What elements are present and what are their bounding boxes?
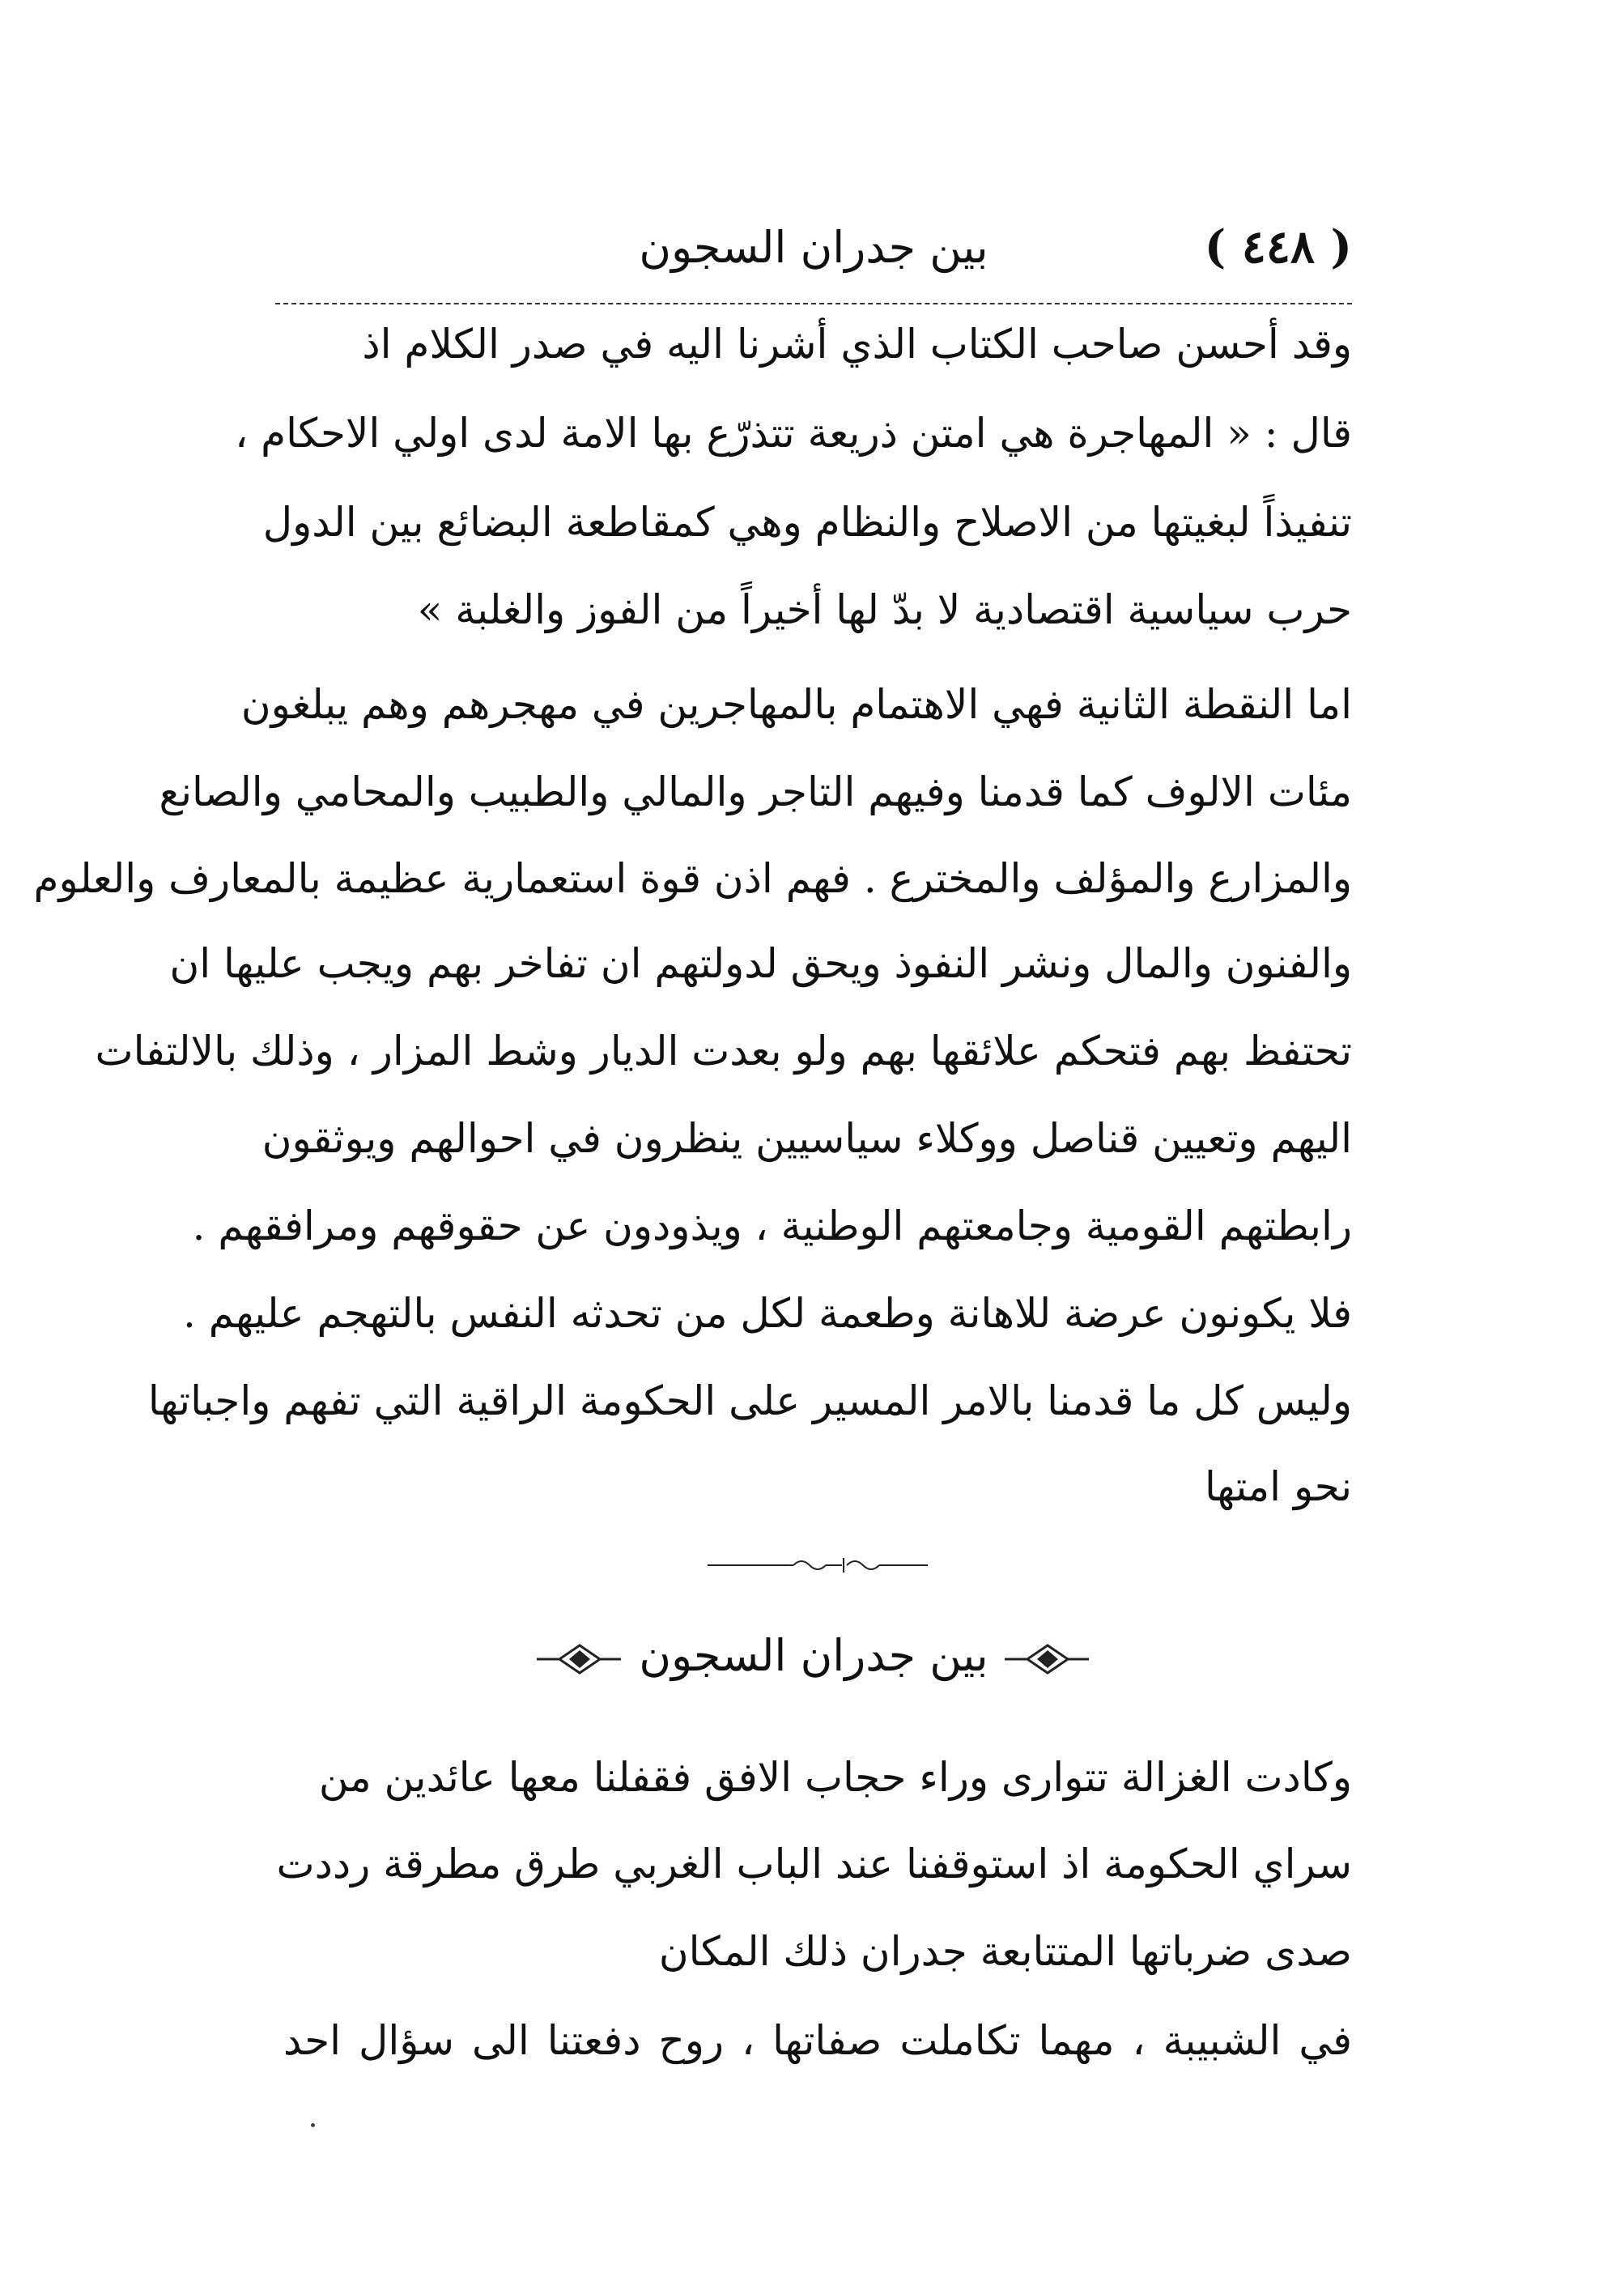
text-line: سراي الحكومة اذ استوقفنا عند الباب الغربي طرق مطرقة رددت	[276, 1841, 1352, 1888]
text-line: مئات الالوف كما قدمنا وفيهم التاجر والمالي والطبيب والمحامي والصانع	[159, 768, 1352, 815]
section-heading	[275, 1624, 1352, 1688]
text-line: قال : « المهاجرة هي امتن ذريعة تتذرّع بها الامة لدى اولي الاحكام ،	[235, 410, 1352, 457]
ornament-right-icon	[1003, 1639, 1092, 1679]
ink-speck	[311, 2123, 315, 2127]
text-line: اما النقطة الثانية فهي الاهتمام بالمهاجرين في مهجرهم وهم يبلغون	[240, 681, 1352, 728]
text-line: حرب سياسية اقتصادية لا بدّ لها أخيراً من الفوز والغلبة »	[417, 586, 1352, 633]
text-line: في الشبيبة ، مهما تكاملت صفاتها ، روح دفعتنا الى سؤال احد	[283, 2017, 1352, 2064]
page-header	[275, 212, 1352, 301]
running-title: بين جدران السجون	[639, 222, 988, 273]
text-line: وكادت الغزالة تتوارى وراء حجاب الافق فقفلنا معها عائدين من	[318, 1754, 1352, 1801]
section-title: بين جدران السجون	[639, 1630, 988, 1681]
text-line: والفنون والمال ونشر النفوذ ويحق لدولتهم ان تفاخر بهم ويجب عليها ان	[169, 940, 1352, 987]
page-number: ( ٤٤٨ )	[1204, 220, 1352, 274]
header-rule	[275, 303, 1352, 304]
text-line: صدى ضرباتها المتتابعة جدران ذلك المكان	[658, 1928, 1352, 1975]
text-line: تحتفظ بهم فتحكم علائقها بهم ولو بعدت الديار وشط المزار ، وذلك بالالتفات	[95, 1028, 1352, 1075]
text-line: نحو امتها	[1205, 1463, 1352, 1510]
ornament-left-icon	[535, 1639, 624, 1679]
text-line: رابطتهم القومية وجامعتهم الوطنية ، ويذودون عن حقوقهم ومرافقهم .	[192, 1202, 1352, 1249]
text-line: تنفيذاً لبغيتها من الاصلاح والنظام وهي كمقاطعة البضائع بين الدول	[262, 499, 1352, 546]
text-line: اليهم وتعيين قناصل ووكلاء سياسيين ينظرون في احوالهم ويوثقون	[261, 1115, 1352, 1162]
section-divider-ornament	[704, 1553, 931, 1577]
text-line: والمزارع والمؤلف والمخترع . فهم اذن قوة استعمارية عظيمة بالمعارف والعلوم	[33, 855, 1352, 902]
text-line: وقد أحسن صاحب الكتاب الذي أشرنا اليه في صدر الكلام اذ	[362, 321, 1352, 368]
text-line: وليس كل ما قدمنا بالامر المسير على الحكومة الراقية التي تفهم واجباتها	[147, 1377, 1352, 1424]
text-line: فلا يكونون عرضة للاهانة وطعمة لكل من تحدثه النفس بالتهجم عليهم .	[183, 1290, 1352, 1337]
